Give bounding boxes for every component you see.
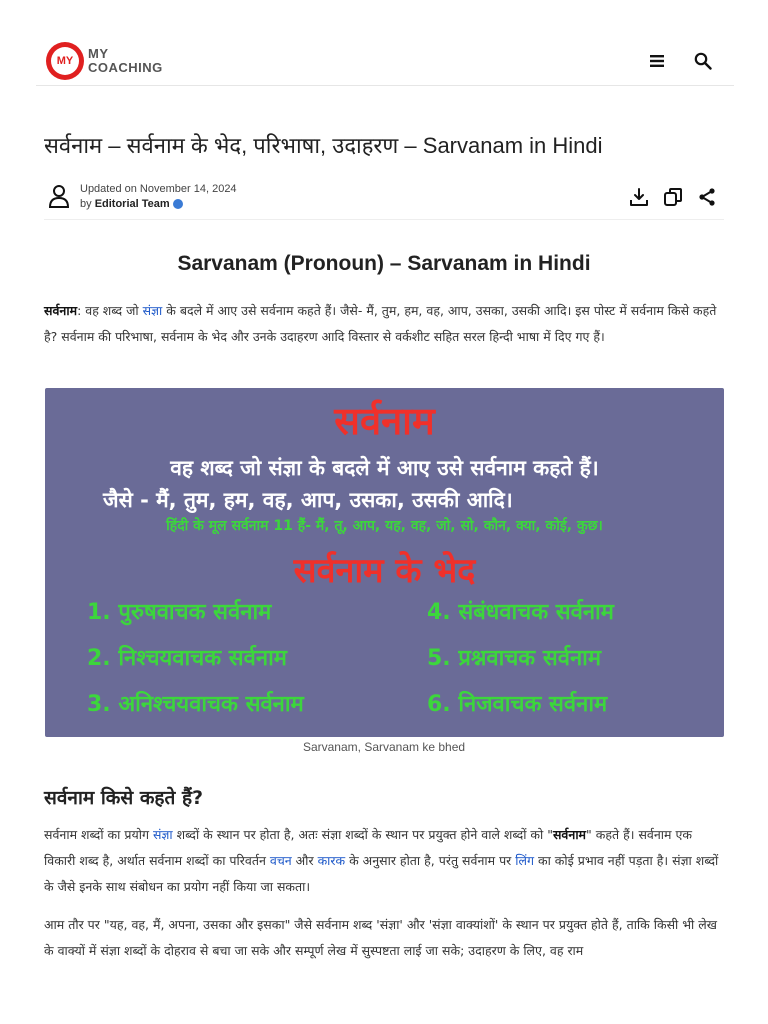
sarvanam-infographic <box>45 388 724 737</box>
image-caption: Sarvanam, Sarvanam ke bhed <box>302 740 466 754</box>
byline-prefix: by <box>80 198 95 210</box>
usage-paragraph: आम तौर पर "यह, वह, मैं, अपना, उसका और इसका" जैसे सर्वनाम शब्द 'संज्ञा' और 'संज्ञा वाक्यांशों' के स्थान पर प्रयुक्त होते हैं, ताकि किसी भी लेख के वाक्यों में संज्ञा शब्दों के दोहराव से बचा जा सके और सम्पूर्ण लेख में सुस्पष्टता लाई जा सके; उदाहरण के लिए, वह राम <box>44 917 717 958</box>
site-header <box>36 36 734 86</box>
intro-paragraph <box>44 298 724 350</box>
banner-definition: वह शब्द जो संज्ञा के बदले में आए उसे सर्वनाम कहते हैं। <box>170 456 599 480</box>
updated-date: Updated on November 14, 2024 <box>80 183 237 195</box>
p2-text-6: का कोई प्रभाव नहीं पड़ता है। संज्ञा शब्दों के जैसे इनके साथ संबोधन का प्रयोग नहीं किया जा सकता। <box>44 853 719 894</box>
download-icon[interactable] <box>628 186 650 208</box>
author-name[interactable]: Editorial Team <box>94 198 170 210</box>
vachan-link[interactable]: वचन <box>269 853 292 868</box>
byline <box>80 197 237 212</box>
logo-line-1: MY <box>88 46 109 61</box>
p2-text-5: के अनुसार होता है, परंतु सर्वनाम पर <box>345 853 516 868</box>
banner-type-4: 4. संबंधवाचक सर्वनाम <box>427 600 614 625</box>
banner-type-5: 5. प्रश्नवाचक सर्वनाम <box>427 646 602 671</box>
share-icon[interactable] <box>696 186 718 208</box>
logo-wordmark <box>88 47 163 75</box>
banner-type-6: 6. निजवाचक सर्वनाम <box>427 692 608 717</box>
logo-mark-text: MY <box>51 47 79 75</box>
article-meta <box>44 178 724 220</box>
definition-paragraph <box>44 822 724 900</box>
p2-text-4: और <box>291 853 318 868</box>
intro-text-2: के बदले में आए उसे सर्वनाम कहते हैं। जैसे- मैं, तुम, हम, वह, आप, उसका, उसकी आदि। इस पोस्ट में सर्वनाम किसे कहते है? सर्वनाम की परिभाषा, सर्वनाम के भेद और उनके उदाहरण आदि विस्तार से वर्कशीट सहित सरल हिन्दी भाषा में दिए गए हैं। <box>44 303 717 344</box>
menu-icon[interactable] <box>646 50 668 72</box>
user-icon <box>48 184 70 212</box>
site-logo[interactable] <box>46 42 163 80</box>
logo-mark <box>46 42 84 80</box>
banner-title: सर्वनाम <box>334 399 435 443</box>
section-heading: सर्वनाम किसे कहते हैं? <box>44 787 204 809</box>
logo-line-2: COACHING <box>88 60 163 75</box>
banner-bhed-title: सर्वनाम के भेद <box>293 551 476 591</box>
p2-text-3: " कहते हैं। सर्वनाम एक विकारी शब्द है, अर्थात सर्वनाम शब्दों का परिवर्तन <box>44 827 692 868</box>
banner-type-2: 2. निश्चयवाचक सर्वनाम <box>87 646 287 671</box>
article-title: सर्वनाम – सर्वनाम के भेद, परिभाषा, उदाहरण – Sarvanam in Hindi <box>44 133 603 158</box>
banner-type-1: 1. पुरुषवाचक सर्वनाम <box>87 600 272 625</box>
banner-mool-sarvanam: हिंदी के मूल सर्वनाम 11 हैं- मैं, तू, आप, यह, वह, जो, सो, कौन, क्या, कोई, कुछ। <box>166 518 603 534</box>
intro-bold-term: सर्वनाम <box>44 303 78 318</box>
copy-icon[interactable] <box>662 186 684 208</box>
p2-text-1: सर्वनाम शब्दों का प्रयोग <box>44 827 153 842</box>
ling-link[interactable]: लिंग <box>515 853 535 868</box>
p2-bold-term: सर्वनाम <box>552 827 587 842</box>
sangya-link-2[interactable]: संज्ञा <box>152 827 173 842</box>
meta-text <box>80 182 237 212</box>
verified-badge-icon <box>173 199 183 209</box>
search-icon[interactable] <box>692 50 714 72</box>
sangya-link[interactable]: संज्ञा <box>142 303 163 318</box>
karak-link[interactable]: कारक <box>317 853 346 868</box>
p2-text-2: शब्दों के स्थान पर होता है, अतः संज्ञा शब्दों के स्थान पर प्रयुक्त होने वाले शब्दों को " <box>172 827 553 842</box>
article-subtitle: Sarvanam (Pronoun) – Sarvanam in Hindi <box>177 252 591 275</box>
intro-text-1: : वह शब्द जो <box>77 303 143 318</box>
banner-examples: जैसे - मैं, तुम, हम, वह, आप, उसका, उसकी आदि। <box>103 488 513 512</box>
banner-type-3: 3. अनिश्चयवाचक सर्वनाम <box>87 692 304 717</box>
